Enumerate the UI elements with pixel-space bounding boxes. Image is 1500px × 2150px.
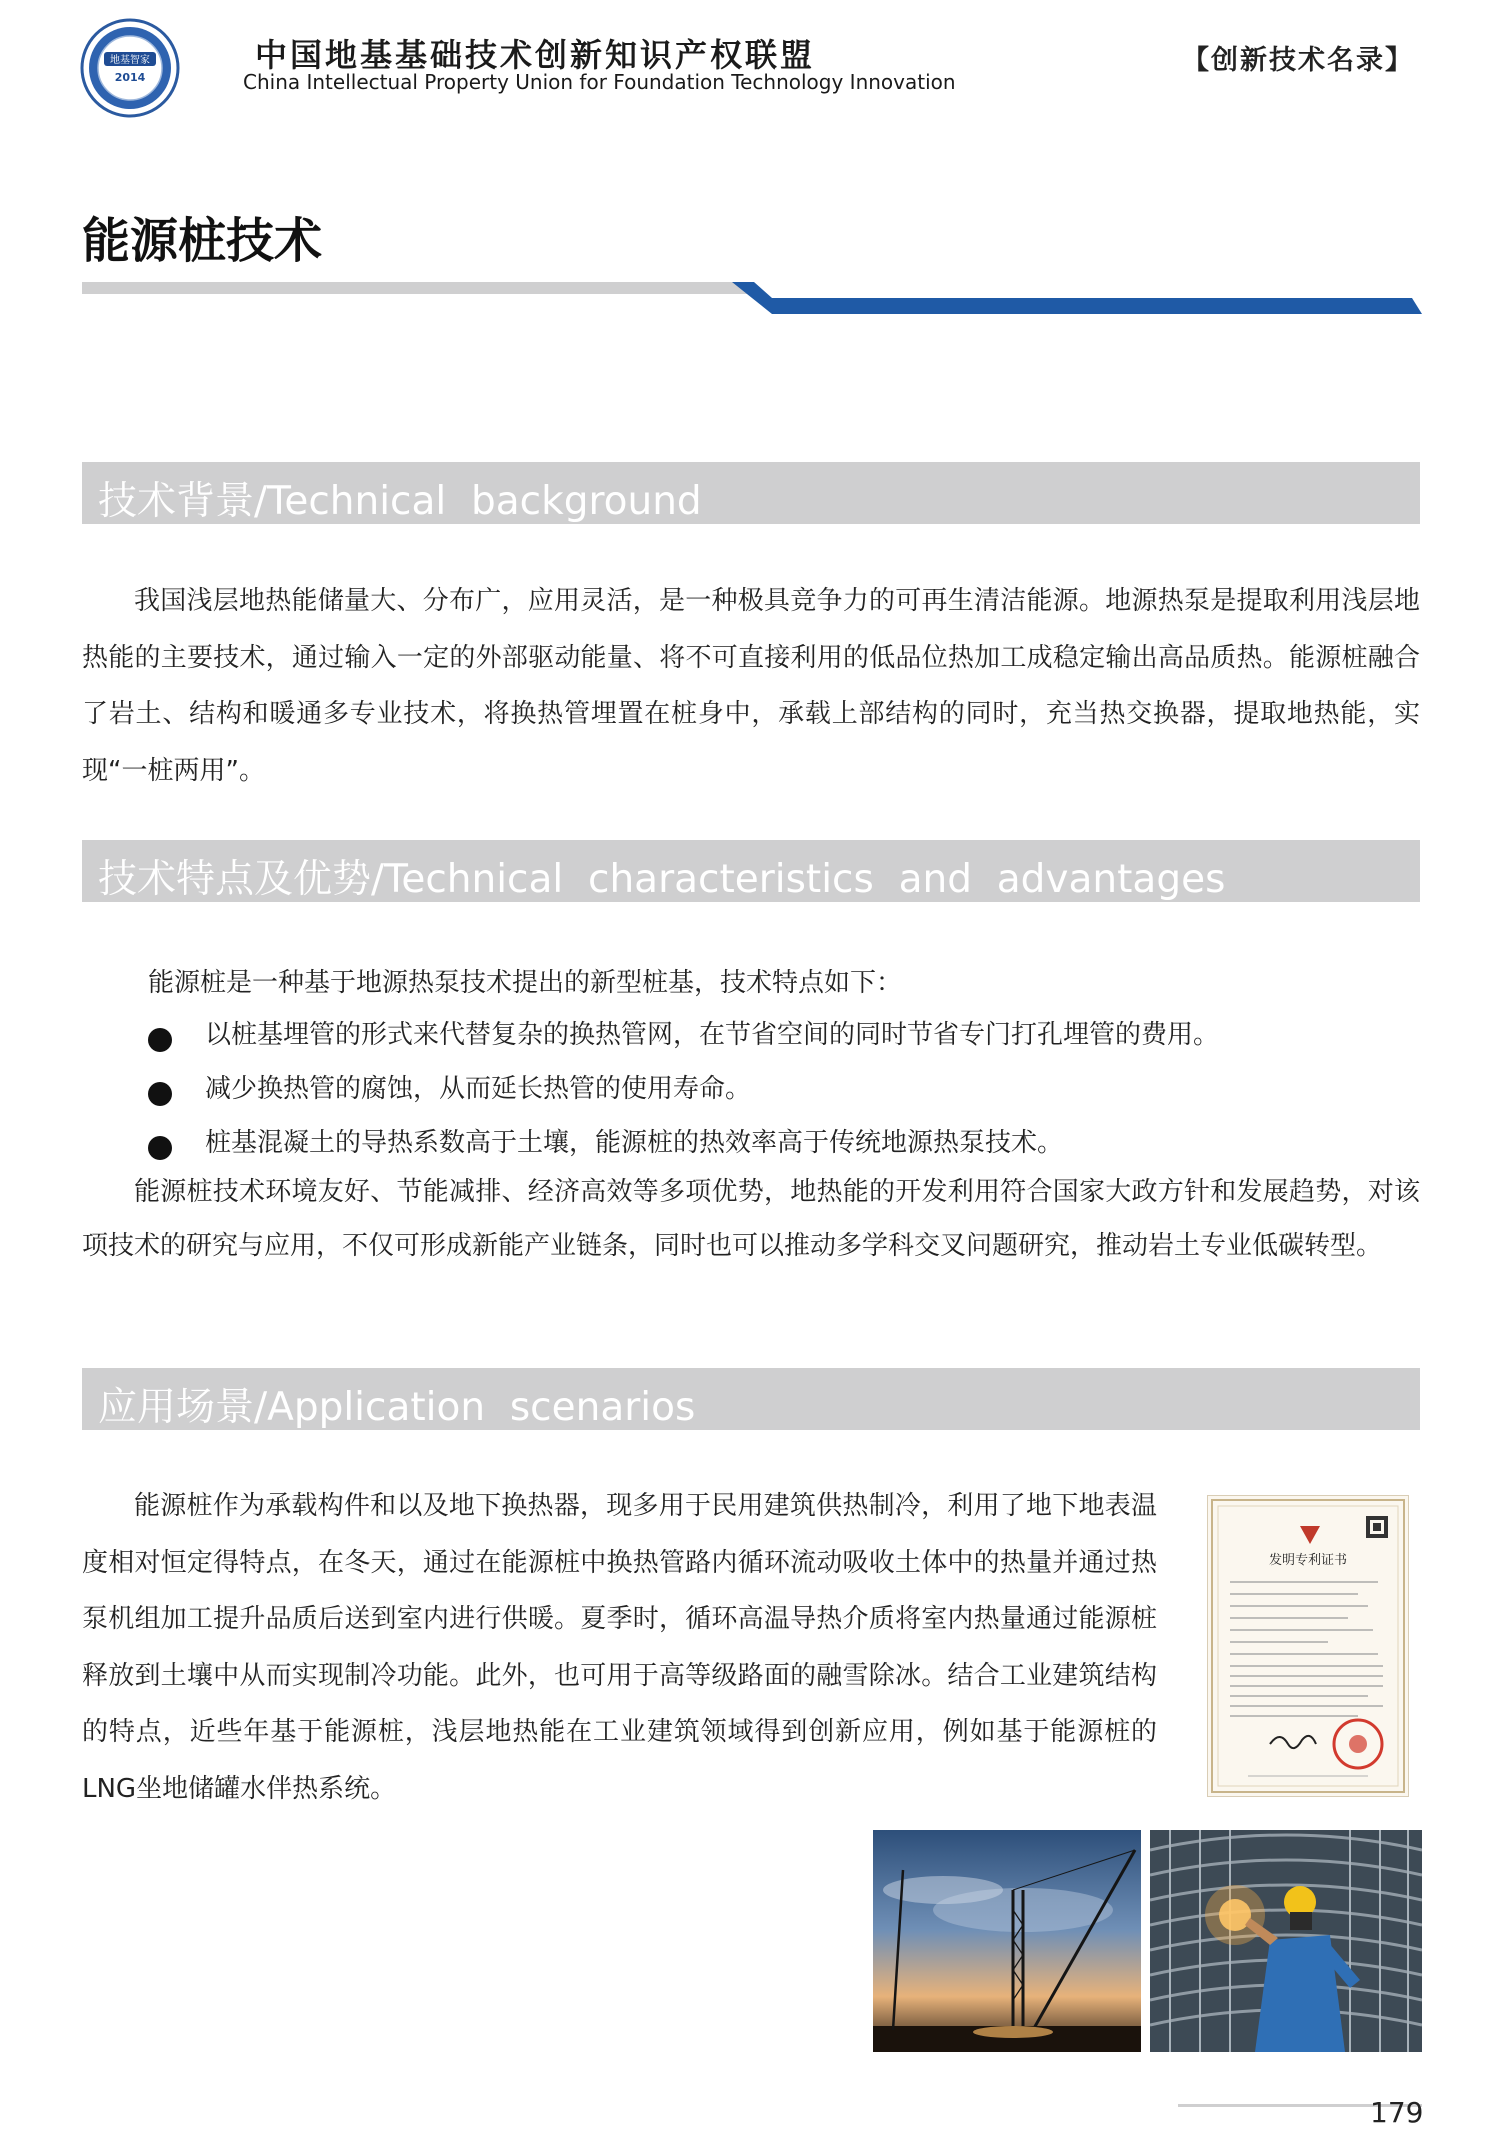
- bullet-text: 减少换热管的腐蚀，从而延长热管的使用寿命。: [205, 1074, 752, 1104]
- paragraph-text: 能源桩作为承载构件和以及地下换热器，现多用于民用建筑供热制冷，利用了地下地表温度相对恒定得特点，在冬天，通过在能源桩中换热管路内循环流动吸收土体中的热量并通过热泵机组加工提升品质后送到室内进行供暖。夏季时，循环高温导热介质将室内热量通过能源桩释放到土壤中从而实现制冷功能。此外，也可用于高等级路面的融雪除冰。结合工业建筑结构的特点，近些年基于能源桩，浅层地热能在工业建筑领域得到创新应用，例如基于能源桩的LNG坐地储罐水伴热系统。: [82, 1491, 1157, 1804]
- logo-wordmark: 地基智家: [110, 55, 150, 66]
- certificate-illustration: [1208, 1496, 1408, 1796]
- section-title: 技术特点及优势/Technical characteristics and advantages: [98, 857, 1226, 902]
- section-title: 应用场景/Application scenarios: [98, 1385, 696, 1430]
- paragraph-text: 我国浅层地热能储量大、分布广，应用灵活，是一种极具竞争力的可再生清洁能源。地源热泵是提取利用浅层地热能的主要技术，通过输入一定的外部驱动能量、将不可直接利用的低品位热加工成稳定输出高品质热。能源桩融合了岩土、结构和暖通多专业技术，将换热管埋置在桩身中，承载上部结构的同时，充当热交换器，提取地热能，实现“一桩两用”。: [82, 586, 1420, 786]
- page-title: 能源桩技术: [82, 213, 323, 269]
- features-paragraph: [82, 1165, 1420, 1273]
- section-header-features: [82, 840, 1420, 902]
- application-paragraph: [82, 1478, 1157, 1817]
- org-name-cn: 中国地基基础技术创新知识产权联盟: [255, 36, 816, 74]
- org-name-en: China Intellectual Property Union for Foundation Technology Innovation: [243, 70, 956, 94]
- page-number: 179: [1370, 2096, 1424, 2129]
- paragraph-text: 能源桩技术环境友好、节能减排、经济高效等多项优势，地热能的开发利用符合国家大政方针和发展趋势，对该项技术的研究与应用，不仅可形成新能产业链条，同时也可以推动多学科交叉问题研究，推动岩土专业低碳转型。: [82, 1177, 1420, 1261]
- photo-illustration: [1150, 1830, 1422, 2052]
- section-header-background: [82, 462, 1420, 524]
- bullet-icon: [148, 1136, 172, 1160]
- title-divider-bar: [82, 282, 1422, 316]
- bullet-text: 桩基混凝土的导热系数高于土壤，能源桩的热效率高于传统地源热泵技术。: [205, 1128, 1064, 1158]
- section-title: 技术背景/Technical background: [98, 479, 702, 524]
- photo-illustration: [873, 1830, 1141, 2052]
- union-logo: [80, 18, 180, 118]
- certificate-title: 发明专利证书: [1268, 1553, 1348, 1568]
- features-intro: 能源桩是一种基于地源热泵技术提出的新型桩基，技术特点如下：: [148, 968, 903, 998]
- catalog-tag: 【创新技术名录】: [1182, 45, 1414, 76]
- bullet-icon: [148, 1082, 172, 1106]
- background-paragraph: [82, 573, 1420, 799]
- logo-year: 2014: [114, 71, 146, 84]
- patent-certificate-image: [1207, 1495, 1409, 1797]
- worker-welding-cage-photo: [1150, 1830, 1422, 2052]
- bullet-text: 以桩基埋管的形式来代替复杂的换热管网，在节省空间的同时节省专门打孔埋管的费用。: [205, 1020, 1220, 1050]
- construction-sunset-photo: [873, 1830, 1141, 2052]
- bullet-icon: [148, 1028, 172, 1052]
- section-header-application: [82, 1368, 1420, 1430]
